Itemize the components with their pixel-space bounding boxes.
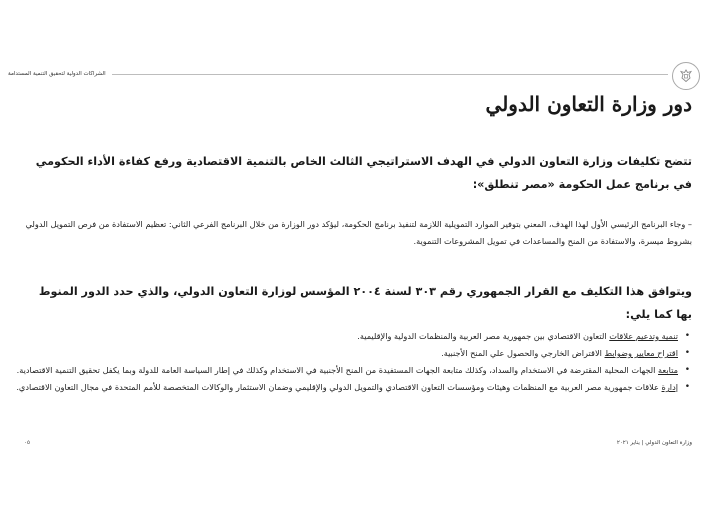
ministry-tasks-list [12,328,692,396]
bullet-icon: • [684,365,690,375]
task-text: علاقات جمهورية مصر العربية مع المنظمات وهيئات ومؤسسات التعاون الاقتصادي والتمويل الدولي والإقليمي وضمان الاستثمار والوكالات المتخصصة للأمم المتحدة في مجال التعاون الاقتصادي. [16,382,662,392]
list-item [12,328,692,345]
header-strip [8,67,668,81]
task-lead: متابعة [658,365,678,375]
page-title: دور وزارة التعاون الدولي [485,92,692,116]
ministry-emblem-icon [672,62,700,90]
footer-text: وزارة التعاون الدولي | يناير ٢٠٢١ [616,440,692,446]
list-item [12,362,692,379]
task-lead: تنمية وتدعيم علاقات [609,331,678,341]
task-text: الجهات المحلية المقترضة في الاستخدام والسداد، وكذلك متابعة الجهات المستفيدة من المنح الأجنبية في الاستخدام وكذلك في إطار السياسة العامة للدولة وبما يكفل تحقيق التنمية الاقتصادية. [16,365,659,375]
task-text: التعاون الاقتصادي بين جمهورية مصر العربية والمنظمات الدولية والإقليمية. [357,331,610,341]
bullet-icon: • [684,331,690,341]
intro-paragraph: تتضح تكليفات وزارة التعاون الدولي في الهدف الاستراتيجي الثالث الخاص بالتنمية الاقتصادية ورفع كفاءة الأداء الحكومي في برنامج عمل الحكومة «مصر تنطلق»: [35,155,692,191]
decree-paragraph: ويتوافق هذا التكليف مع القرار الجمهوري رقم ٣٠٣ لسنة ٢٠٠٤ المؤسس لوزارة التعاون الدولي، والذي حدد الدور المنوط بها كما يلي: [38,285,692,321]
task-text: الاقتراض الخارجي والحصول علي المنح الأجنبية. [441,348,605,358]
list-item [12,379,692,396]
program-note-paragraph: – وجاء البرنامج الرئيسي الأول لهذا الهدف، المعني بتوفير الموارد التمويلية اللازمة لتنفيذ برنامج الحكومة، ليؤكد دور الوزارة من خلال البرنامج الفرعي الثاني: تعظيم الاستفادة من فرص التمويل الدولي بشروط ميسرة، والاستفادة من المنح والمساعدات في تمويل المشروعات التنموية. [25,219,692,246]
list-item [12,345,692,362]
header-divider [112,74,668,75]
page-number: ٠٥ [24,440,30,446]
bullet-icon: • [684,382,690,392]
bullet-icon: • [684,348,690,358]
task-lead: اقتراح معايير وضوابط [604,348,678,358]
header-caption: الشراكات الدولية لتحقيق التنمية المستدامة [8,71,106,77]
eagle-icon [678,68,694,84]
task-lead: إدارة [661,382,678,392]
